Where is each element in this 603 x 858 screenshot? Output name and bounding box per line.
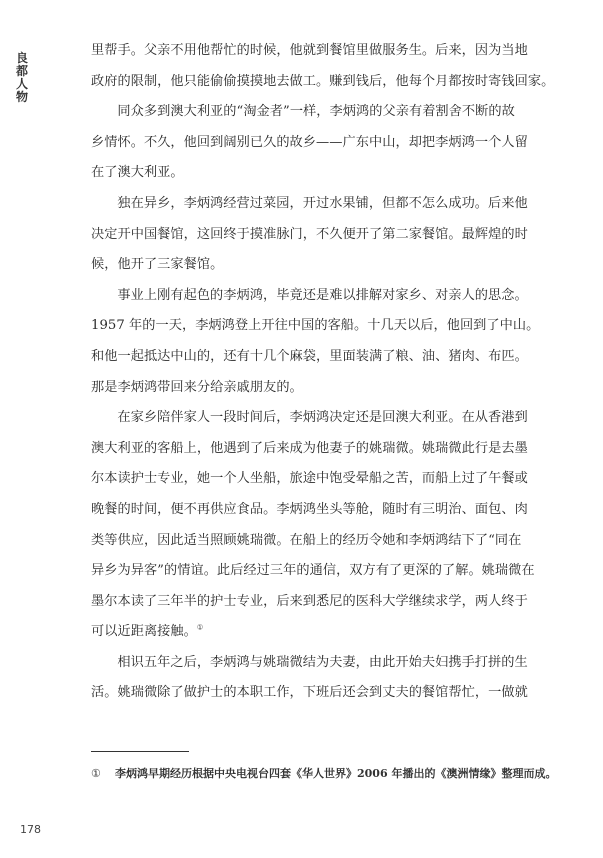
side-label-char: 人 (15, 77, 28, 91)
text-line: 在家乡陪伴家人一段时间后，李炳鸿决定还是回澳大利亚。在从香港到 (117, 410, 528, 426)
text-line: 相识五年之后，李炳鸿与姚瑞微结为夫妻，由此开始夫妇携手打拼的生 (117, 654, 528, 670)
text-line: 里帮手。父亲不用他帮忙的时候，他就到餐馆里做服务生。后来，因为当地 (91, 43, 528, 58)
footnote-divider (91, 751, 189, 752)
text-line: 类等供应，因此适当照顾姚瑞微。在船上的经历令她和李炳鸿结下了“同在 (91, 532, 522, 548)
footnote-text: 李炳鸿早期经历根据中央电视台四套《华人世界》2006 年播出的《澳洲情缘》整理而成。 (115, 767, 557, 780)
text-line: 乡情怀。不久，他回到阔别已久的故乡——广东中山，却把李炳鸿一个人留 (91, 134, 528, 150)
paragraph (91, 403, 561, 648)
page-number: 178 (20, 823, 41, 836)
text-line: 澳大利亚的客船上，他遇到了后来成为他妻子的姚瑞微。姚瑞微此行是去墨 (91, 440, 528, 456)
text-line: 尔本读护士专业，她一个人坐船，旅途中饱受晕船之苦，而船上过了午餐或 (91, 471, 528, 487)
text-line: 异乡为异客”的情谊。此后经过三年的通信，双方有了更深的了解。姚瑞微在 (91, 563, 535, 579)
text-line: 同众多到澳大利亚的“淘金者”一样，李炳鸿的父亲有着割舍不断的故 (117, 104, 515, 120)
paragraph (91, 36, 561, 97)
text-line: 晚餐的时间，便不再供应食品。李炳鸿坐头等舱，随时有三明治、面包、肉 (91, 501, 528, 517)
footnote-mark: ① (91, 767, 101, 780)
paragraph (91, 281, 561, 403)
side-label-char: 都 (15, 64, 28, 78)
body-text (91, 36, 561, 709)
footnote-reference[interactable]: ① (196, 623, 204, 632)
text-line: 可以近距离接触。 (91, 624, 197, 640)
text-line: 活。姚瑞微除了做护士的本职工作，下班后还会到丈夫的餐馆帮忙，一做就 (91, 685, 528, 701)
running-header-section-label (14, 52, 30, 104)
text-line: 独在异乡，李炳鸿经营过菜园，开过水果铺，但都不怎么成功。后来他 (117, 195, 528, 211)
paragraph (91, 189, 561, 281)
text-line: 事业上刚有起色的李炳鸿，毕竟还是难以排解对家乡、对亲人的思念。 (117, 287, 528, 303)
text-line: 和他一起抵达中山的，还有十几个麻袋，里面装满了粮、油、猪肉、布匹。 (91, 348, 528, 364)
text-line: 那是李炳鸿带回来分给亲戚朋友的。 (91, 379, 303, 395)
text-line: 1957 年的一天，李炳鸿登上开往中国的客船。十几天以后，他回到了中山。 (91, 318, 540, 334)
side-label-char: 物 (15, 90, 28, 104)
text-line: 候，他开了三家餐馆。 (91, 257, 224, 273)
paragraph (91, 97, 561, 189)
footnote (91, 764, 561, 784)
paragraph (91, 648, 561, 709)
text-line: 政府的限制，他只能偷偷摸摸地去做工。赚到钱后，他每个月都按时寄钱回家。 (91, 73, 555, 89)
text-line: 在了澳大利亚。 (91, 165, 184, 181)
text-line: 墨尔本读了三年半的护士专业，后来到悉尼的医科大学继续求学，两人终于 (91, 593, 528, 609)
text-line: 决定开中国餐馆，这回终于摸准脉门，不久便开了第二家餐馆。最辉煌的时 (91, 226, 528, 242)
side-label-char: 良 (15, 51, 28, 65)
